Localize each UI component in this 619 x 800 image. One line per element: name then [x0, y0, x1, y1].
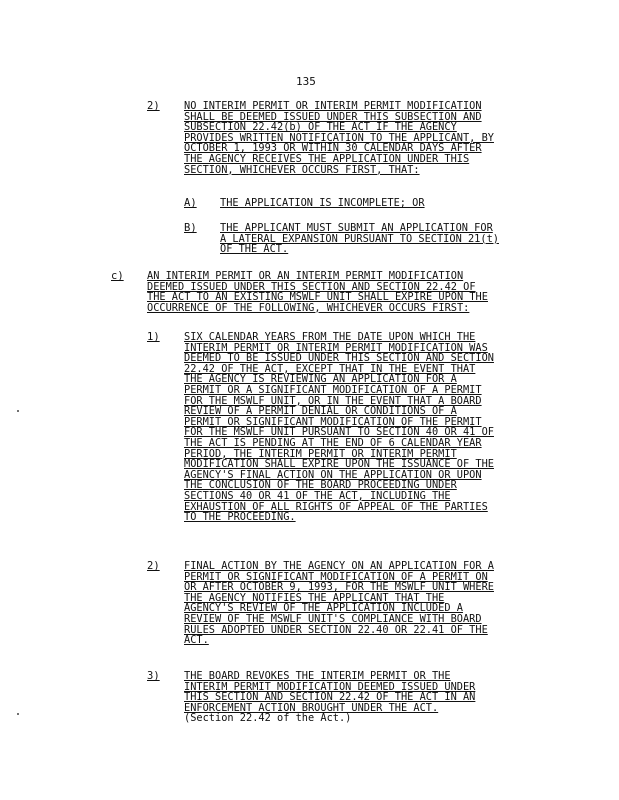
item-2-text	[184, 101, 494, 175]
text-line: PERMIT OR A SIGNIFICANT MODIFICATION OF A PERMIT	[184, 383, 482, 396]
text-line: THE CONCLUSION OF THE BOARD PROCEEDING UNDER	[184, 479, 457, 492]
text-line: THE BOARD REVOKES THE INTERIM PERMIT OR THE	[184, 670, 451, 682]
text-line: REVIEW OF THE MSWLF UNIT'S COMPLIANCE WITH BOARD	[184, 612, 482, 625]
text-line: INTERIM PERMIT OR INTERIM PERMIT MODIFICATION WAS	[184, 341, 488, 354]
text-line: 22.42 OF THE ACT, EXCEPT THAT IN THE EVENT THAT	[184, 362, 476, 375]
item-c-marker: c)	[111, 270, 124, 282]
item-c-text	[147, 271, 488, 313]
text-line: FINAL ACTION BY THE AGENCY ON AN APPLICATION FOR A	[184, 560, 494, 572]
item-2-marker: 2)	[147, 100, 160, 112]
text-line: A LATERAL EXPANSION PURSUANT TO SECTION 21(t)	[220, 232, 499, 245]
sub-b-marker: B)	[184, 222, 197, 234]
text-line: OR AFTER OCTOBER 9, 1993, FOR THE MSWLF UNIT WHERE	[184, 581, 494, 594]
sub-a-text	[220, 198, 425, 209]
c-2-marker: 2)	[147, 560, 160, 572]
text-line: NO INTERIM PERMIT OR INTERIM PERMIT MODIFICATION	[184, 100, 482, 112]
text-line: PERMIT OR SIGNIFICANT MODIFICATION OF THE PERMIT	[184, 415, 482, 428]
scan-speck	[17, 713, 19, 715]
text-line: THE AGENCY RECEIVES THE APPLICATION UNDER THIS	[184, 152, 470, 165]
text-line: OCCURRENCE OF THE FOLLOWING, WHICHEVER OCCURS FIRST:	[147, 301, 470, 314]
sub-b-text	[220, 223, 499, 255]
sub-a-marker: A)	[184, 197, 197, 209]
text-line: ENFORCEMENT ACTION BROUGHT UNDER THE ACT.	[184, 701, 439, 714]
text-line: OCTOBER 1, 1993 OR WITHIN 30 CALENDAR DAYS AFTER	[184, 142, 482, 155]
text-line: PERMIT OR SIGNIFICANT MODIFICATION OF A PERMIT ON	[184, 570, 488, 583]
text-line: SECTIONS 40 OR 41 OF THE ACT, INCLUDING THE	[184, 489, 451, 502]
scan-speck	[17, 410, 19, 412]
text-line: THE ACT TO AN EXISTING MSWLF UNIT SHALL EXPIRE UPON THE	[147, 291, 488, 304]
citation-text: (Section 22.42 of the Act.)	[184, 712, 352, 725]
text-line: FOR THE MSWLF UNIT PURSUANT TO SECTION 40 OR 41 OF	[184, 426, 494, 439]
text-line: PROVIDES WRITTEN NOTIFICATION TO THE APPLICANT, BY	[184, 131, 494, 144]
text-line: OF THE ACT.	[220, 243, 289, 256]
c-2-text	[184, 561, 494, 646]
text-line: REVIEW OF A PERMIT DENIAL OR CONDITIONS OF A	[184, 405, 457, 418]
text-line: AGENCY'S FINAL ACTION ON THE APPLICATION OR UPON	[184, 468, 482, 481]
text-line: SUBSECTION 22.42(b) OF THE ACT IF THE AGENCY	[184, 121, 457, 134]
text-line: THE APPLICATION IS INCOMPLETE; OR	[220, 197, 425, 209]
text-line: SECTION, WHICHEVER OCCURS FIRST, THAT:	[184, 163, 420, 176]
c-3-text	[184, 671, 475, 724]
text-line: THE APPLICANT MUST SUBMIT AN APPLICATION FOR	[220, 222, 493, 234]
text-line: TO THE PROCEEDING.	[184, 511, 296, 524]
text-line: RULES ADOPTED UNDER SECTION 22.40 OR 22.41 OF THE	[184, 623, 488, 636]
text-line: AN INTERIM PERMIT OR AN INTERIM PERMIT MODIFICATION	[147, 270, 464, 282]
text-line: THE AGENCY IS REVIEWING AN APPLICATION FOR A	[184, 373, 457, 386]
c-1-marker: 1)	[147, 331, 160, 343]
text-line: INTERIM PERMIT MODIFICATION DEEMED ISSUED UNDER	[184, 680, 476, 693]
text-line: THE ACT IS PENDING AT THE END OF 6 CALENDAR YEAR	[184, 436, 482, 449]
c-3-marker: 3)	[147, 670, 160, 682]
text-line: SIX CALENDAR YEARS FROM THE DATE UPON WHICH THE	[184, 331, 476, 343]
text-line: DEEMED TO BE ISSUED UNDER THIS SECTION AND SECTION	[184, 352, 494, 365]
text-line: PERIOD, THE INTERIM PERMIT OR INTERIM PERMIT	[184, 447, 457, 460]
page-number: 135	[296, 75, 316, 88]
text-line: SHALL BE DEEMED ISSUED UNDER THIS SUBSECTION AND	[184, 110, 482, 123]
text-line: EXHAUSTION OF ALL RIGHTS OF APPEAL OF THE PARTIES	[184, 500, 488, 513]
text-line: MODIFICATION SHALL EXPIRE UPON THE ISSUANCE OF THE	[184, 458, 494, 471]
text-line: ACT.	[184, 634, 209, 647]
c-1-text	[184, 332, 494, 523]
text-line: THIS SECTION AND SECTION 22.42 OF THE ACT IN AN	[184, 691, 476, 704]
text-line: THE AGENCY NOTIFIES THE APPLICANT THAT THE	[184, 591, 445, 604]
text-line: DEEMED ISSUED UNDER THIS SECTION AND SECTION 22.42 OF	[147, 280, 476, 293]
text-line: AGENCY'S REVIEW OF THE APPLICATION INCLUDED A	[184, 602, 463, 615]
text-line: FOR THE MSWLF UNIT, OR IN THE EVENT THAT A BOARD	[184, 394, 482, 407]
